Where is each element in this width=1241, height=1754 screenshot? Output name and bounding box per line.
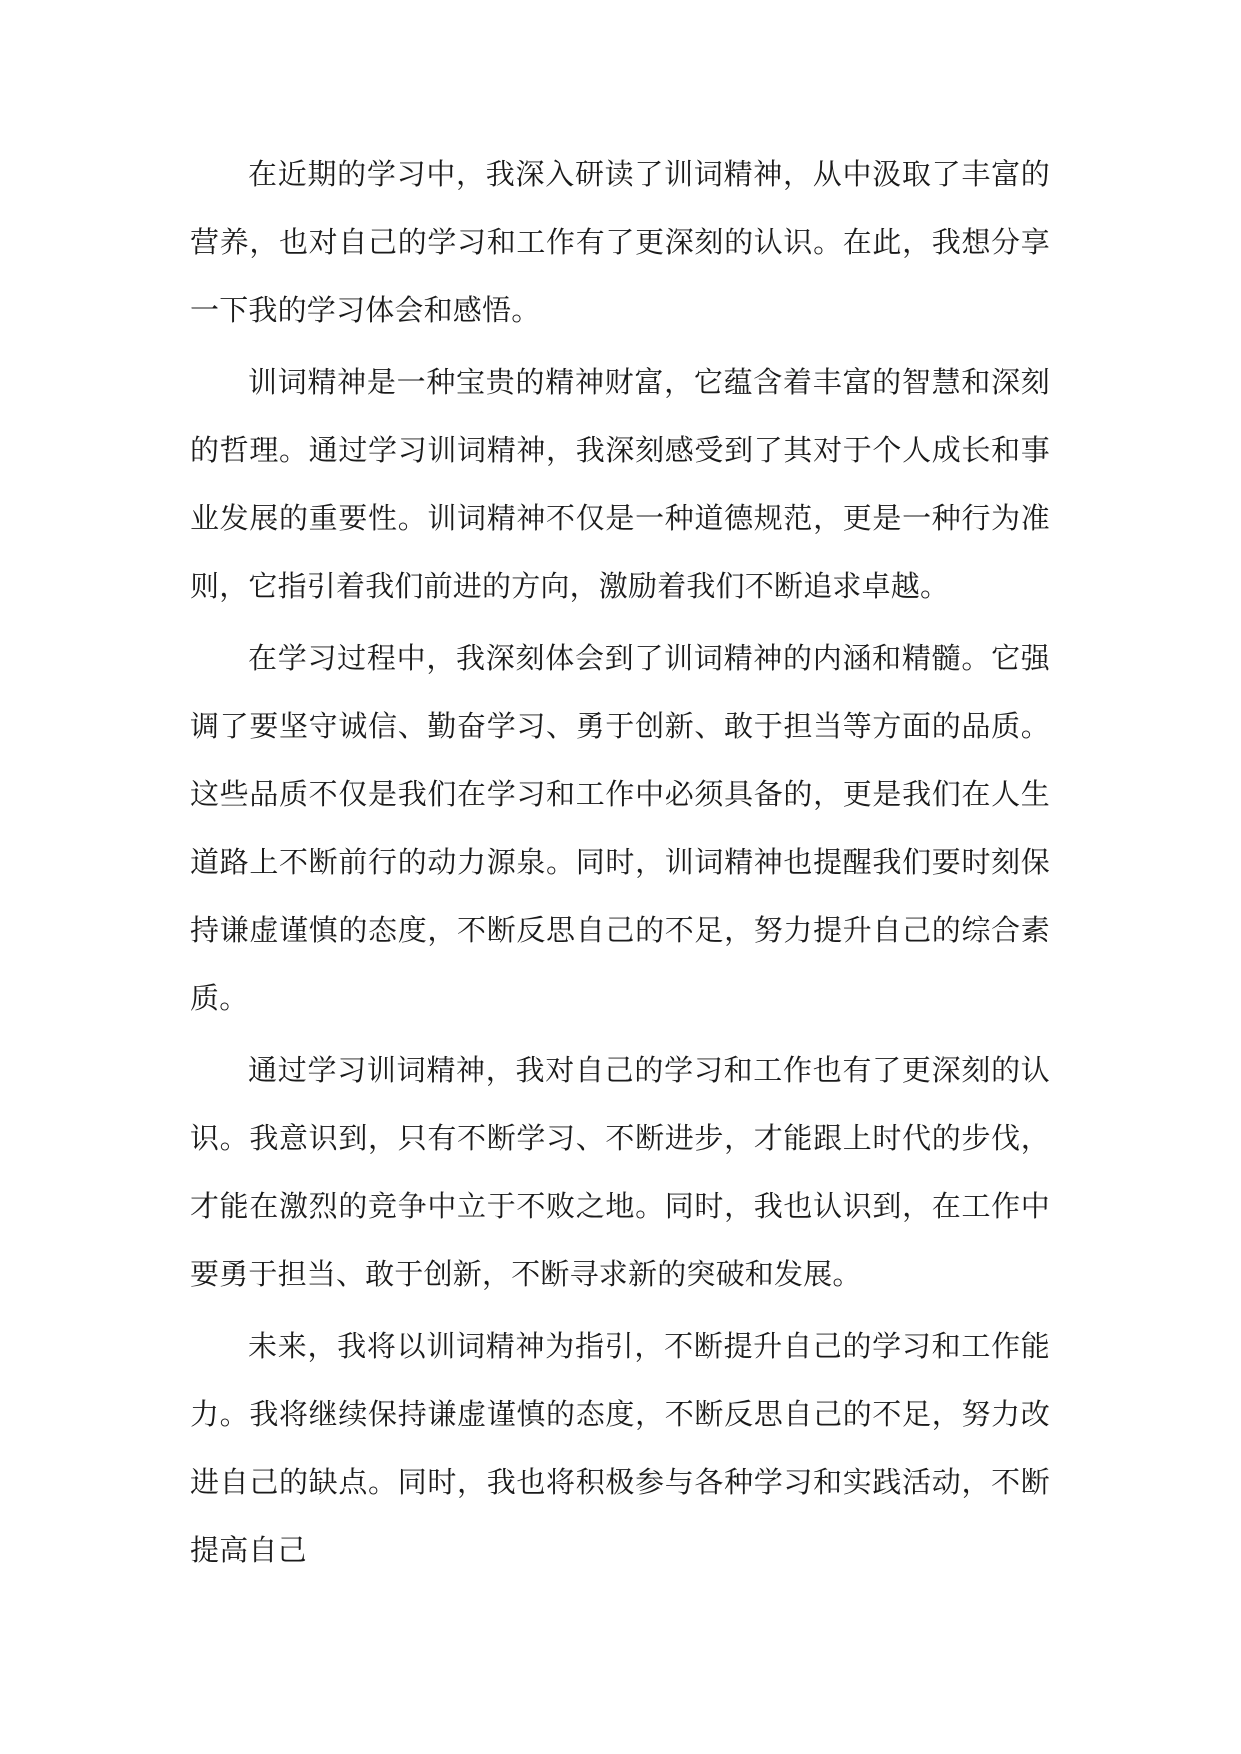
paragraph-3: 在学习过程中，我深刻体会到了训词精神的内涵和精髓。它强调了要坚守诚信、勤奋学习、勇于创新、敢于担当等方面的品质。这些品质不仅是我们在学习和工作中必须具备的，更是我们在人生道路上不断前行的动力源泉。同时，训词精神也提醒我们要时刻保持谦虚谨慎的态度，不断反思自己的不足，努力提升自己的综合素质。	[190, 641, 1050, 1015]
paragraph-5: 未来，我将以训词精神为指引，不断提升自己的学习和工作能力。我将继续保持谦虚谨慎的态度，不断反思自己的不足，努力改进自己的缺点。同时，我也将积极参与各种学习和实践活动，不断提高自己	[190, 1329, 1050, 1567]
document-body	[190, 140, 1050, 1588]
paragraph-2: 训词精神是一种宝贵的精神财富，它蕴含着丰富的智慧和深刻的哲理。通过学习训词精神，我深刻感受到了其对于个人成长和事业发展的重要性。训词精神不仅是一种道德规范，更是一种行为准则，它指引着我们前进的方向，激励着我们不断追求卓越。	[190, 365, 1050, 603]
paragraph-1: 在近期的学习中，我深入研读了训词精神，从中汲取了丰富的营养，也对自己的学习和工作有了更深刻的认识。在此，我想分享一下我的学习体会和感悟。	[190, 157, 1050, 327]
paragraph-4: 通过学习训词精神，我对自己的学习和工作也有了更深刻的认识。我意识到，只有不断学习、不断进步，才能跟上时代的步伐，才能在激烈的竞争中立于不败之地。同时，我也认识到，在工作中要勇于担当、敢于创新，不断寻求新的突破和发展。	[190, 1053, 1050, 1291]
